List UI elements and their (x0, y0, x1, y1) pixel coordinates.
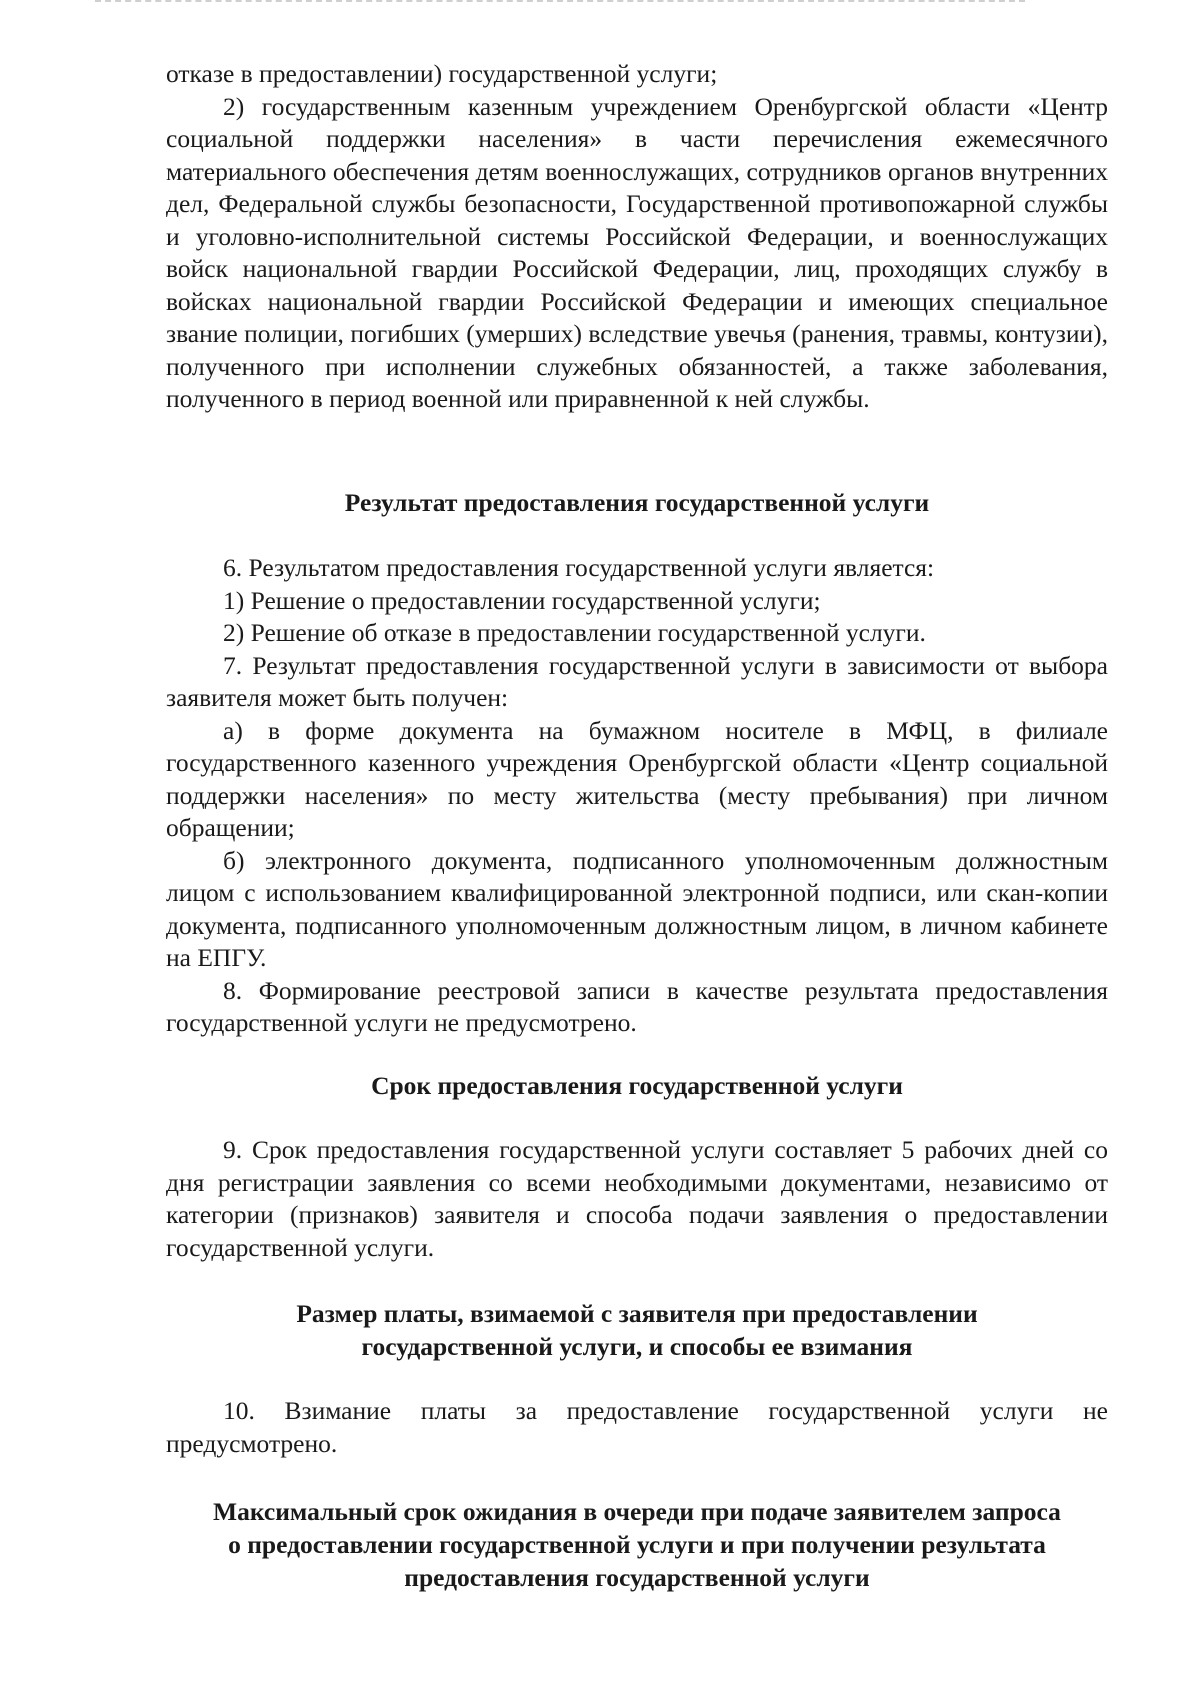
text-block-fee (166, 1395, 1108, 1460)
section-heading-term (166, 1069, 1108, 1102)
heading-line-3: предоставления государственной услуги (404, 1563, 870, 1592)
heading-text: Срок предоставления государственной услуги (371, 1071, 903, 1100)
paragraph-10: 10. Взимание платы за предоставление государственной услуги не предусмотрено. (166, 1396, 1108, 1458)
scan-edge-mark (95, 0, 1025, 4)
heading-line-1: Максимальный срок ожидания в очереди при подаче заявителем запроса (213, 1497, 1061, 1526)
paragraph-continuation: отказе в предоставлении) государственной услуги; (166, 59, 718, 88)
paragraph-7-a: а) в форме документа на бумажном носителе в МФЦ, в филиале государственного казенного учреждения Оренбургской области «Центр социальной поддержки населения» по месту жительства (месту пребывания) при личном обращении; (166, 715, 1108, 842)
section-heading-fee (166, 1297, 1108, 1363)
paragraph-7-b: б) электронного документа, подписанного уполномоченным должностным лицом с использованием квалифицированной электронной подписи, или скан-копии документа, подписанного уполномоченным должностным лицом, в личном кабинете на ЕПГУ. (166, 845, 1108, 972)
section-heading-queue (166, 1495, 1108, 1594)
paragraph-9: 9. Срок предоставления государственной услуги составляет 5 рабочих дней со дня регистрации заявления со всеми необходимыми документами, независимо от категории (признаков) заявителя и способа подачи заявления о предоставлении государственной услуги. (166, 1135, 1108, 1262)
heading-text: Результат предоставления государственной услуги (344, 488, 930, 517)
text-block-intro (166, 58, 1108, 416)
paragraph-6-2: 2) Решение об отказе в предоставлении государственной услуги. (223, 618, 926, 647)
paragraph-7: 7. Результат предоставления государственной услуги в зависимости от выбора заявителя может быть получен: (166, 650, 1108, 712)
text-block-term (166, 1134, 1108, 1264)
heading-line-2: государственной услуги, и способы ее взимания (361, 1332, 913, 1361)
section-heading-result (166, 486, 1108, 519)
paragraph-6-1: 1) Решение о предоставлении государственной услуги; (223, 585, 821, 615)
heading-line-1: Размер платы, взимаемой с заявителя при предоставлении (296, 1299, 978, 1328)
paragraph-6: 6. Результатом предоставления государственной услуги является: (223, 553, 935, 582)
heading-line-2: о предоставлении государственной услуги и при получении результата (228, 1530, 1046, 1559)
text-block-result (166, 552, 1108, 1040)
paragraph-8: 8. Формирование реестровой записи в качестве результата предоставления государственной услуги не предусмотрено. (166, 975, 1108, 1037)
paragraph-item-2: 2) государственным казенным учреждением Оренбургской области «Центр социальной поддержки населения» в части перечисления ежемесячного материального обеспечения детям военнослужащих, сотрудников органов внутренних дел, Федеральной службы безопасности, Государственной противопожарной службы и уголовно-исполнительной системы Российской Федерации, и военнослужащих войск национальной гвардии Российской Федерации, лиц, проходящих службу в войсках национальной гвардии Российской Федерации и имеющих специальное звание полиции, погибших (умерших) вследствие увечья (ранения, травмы, контузии), полученного при исполнении служебных обязанностей, а также заболевания, полученного в период военной или приравненной к ней службы. (166, 91, 1108, 413)
